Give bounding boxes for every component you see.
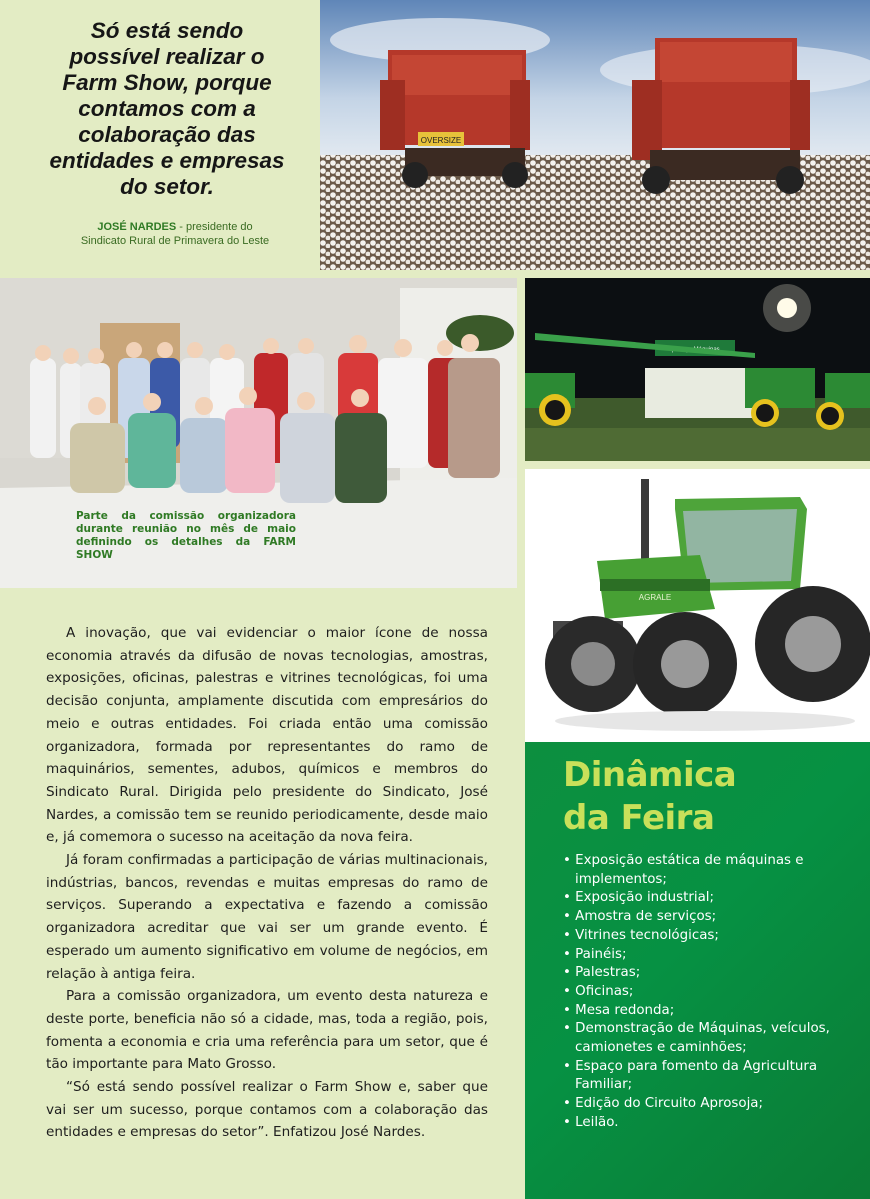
event-dynamics-box (525, 742, 870, 1199)
quote-author-org: Sindicato Rural de Primavera do Leste (80, 235, 270, 247)
list-item: • Edição do Circuito Aprosoja; (563, 1095, 863, 1114)
harvester-right (632, 38, 810, 194)
quote-text: Só está sendo possível realizar o Farm Show, porque contamos com a colaboração das entidades e empresas do setor. (49, 18, 285, 199)
article-paragraph: Para a comissão organizadora, um evento desta natureza e deste porte, beneficia não só a cidade, mas, toda a região, pois, fomenta a economia e cria uma referência para um setor, que é tão importante para Mato Grosso. (46, 988, 488, 1073)
article-paragraph: Já foram confirmadas a participação de várias multinacionais, indústrias, bancos, revendas e muitas empresas do ramo de serviços. Superando a expectativa e fazendo a comissão organizadora acreditar que vai ser um grande evento. É esperado um aumento significativo em volume de negócios, em relação à antiga feira. (46, 852, 488, 982)
photo-caption: Parte da comissão organizadora durante reunião no mês de maio definindo os detalhes da FARM SHOW (76, 510, 296, 561)
title-line-1: Dinâmica (563, 755, 737, 795)
list-item: • Oficinas; (563, 983, 863, 1002)
list-item: • Palestras; (563, 964, 863, 983)
list-item: • Amostra de serviços; (563, 908, 863, 927)
night-stand-photo (525, 278, 870, 461)
article-paragraph: A inovação, que vai evidenciar o maior ícone de nossa economia através da difusão de novas tecnologias, amostras, exposições, oficinas, palestras e vitrines tecnológicas, foi uma decisão conjunta, amplamente discutida com empresários do meio e outras entidades. Foi criada então uma comissão organizadora, formada por representantes do ramo de maquinários, sementes, adubos, químicos e membros do Sindicato Rural. Dirigida pelo presidente do Sindicato, José Nardes, a comissão tem se reunido periodicamente, desde maio e, já comemora o sucesso na aceitação da nova feira. (46, 625, 488, 846)
list-item: • Espaço para fomento da Agricultura Familiar; (563, 1058, 863, 1095)
list-item: • Exposição estática de máquinas e implementos; (563, 852, 863, 889)
list-item: • Exposição industrial; (563, 889, 863, 908)
list-item: • Leilão. (563, 1114, 863, 1133)
title-line-2: da Feira (563, 798, 715, 838)
event-dynamics-list (563, 852, 863, 1133)
list-item: • Mesa redonda; (563, 1002, 863, 1021)
oversize-sign: OVERSIZE (420, 136, 462, 145)
pull-quote (0, 0, 320, 270)
list-item: • Demonstração de Máquinas, veículos, camionetes e caminhões; (563, 1020, 863, 1057)
list-item: • Painéis; (563, 946, 863, 965)
list-item: • Vitrines tecnológicas; (563, 927, 863, 946)
tractor-photo (525, 469, 870, 742)
quote-attribution (40, 220, 310, 248)
quote-author-name: JOSÉ NARDES (97, 221, 177, 233)
article-paragraph: “Só está sendo possível realizar o Farm Show e, saber que vai ser um sucesso, porque contamos com a colaboração das entidades e empresas do setor”. Enfatizou José Nardes. (46, 1079, 488, 1141)
tractor-brand: AGRALE (638, 593, 672, 602)
event-dynamics-title (563, 754, 736, 840)
quote-author-role: - presidente do (176, 221, 253, 233)
cotton-harvesters-photo (320, 0, 870, 270)
article-body (46, 622, 488, 1144)
